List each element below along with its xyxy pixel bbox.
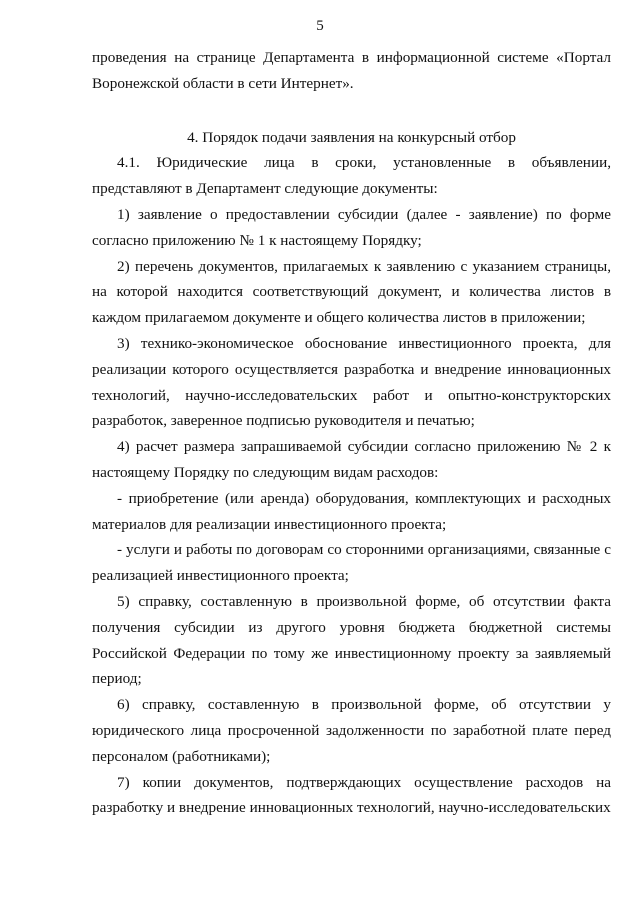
page-number: 5	[316, 18, 324, 34]
paragraph-item-5: 5) справку, составленную в произвольной форме, об отсутствии факта получения субсидии из другого уровня бюджета бюджетной системы Российской Федерации по тому же инвестиционному проекту за заявляемый период;	[92, 592, 611, 688]
intro-paragraph: проведения на странице Департамента в информационной системе «Портал Воронежской области в сети Интернет».	[92, 49, 611, 92]
paragraph-item-1: 1) заявление о предоставлении субсидии (далее - заявление) по форме согласно приложению № 1 к настоящему Порядку;	[92, 205, 611, 249]
paragraph-item-4: 4) расчет размера запрашиваемой субсидии согласно приложению № 2 к настоящему Порядку по следующим видам расходов:	[92, 438, 611, 481]
paragraph-item-3: 3) технико-экономическое обоснование инвестиционного проекта, для реализации которого осуществляется разработка и внедрение инновационных технологий, научно-исследовательских работ и опытно-конструкторских разработок, заверенное подписью руководителя и печатью;	[92, 334, 611, 430]
section-heading: 4. Порядок подачи заявления на конкурсный отбор	[187, 128, 516, 146]
paragraph-item-4-sub-2: - услуги и работы по договорам со сторонними организациями, связанные с реализацией инвестиционного проекта;	[92, 541, 611, 585]
paragraph-item-6: 6) справку, составленную в произвольной форме, об отсутствии у юридического лица просроченной задолженности по заработной плате перед персоналом (работниками);	[92, 696, 611, 765]
paragraph-item-4-sub-1: - приобретение (или аренда) оборудования, комплектующих и расходных материалов для реализации инвестиционного проекта;	[92, 489, 611, 533]
document-body	[92, 45, 611, 821]
paragraph-4-1: 4.1. Юридические лица в сроки, установленные в объявлении, представляют в Департамент следующие документы:	[92, 154, 611, 198]
paragraph-item-2: 2) перечень документов, прилагаемых к заявлению с указанием страницы, на которой находится соответствующий документ, и количества листов в каждом прилагаемом документе и общего количества листов в приложении;	[92, 257, 611, 327]
paragraph-item-7: 7) копии документов, подтверждающих осуществление расходов на разработку и внедрение инновационных технологий, научно-исследовательских	[92, 773, 611, 817]
